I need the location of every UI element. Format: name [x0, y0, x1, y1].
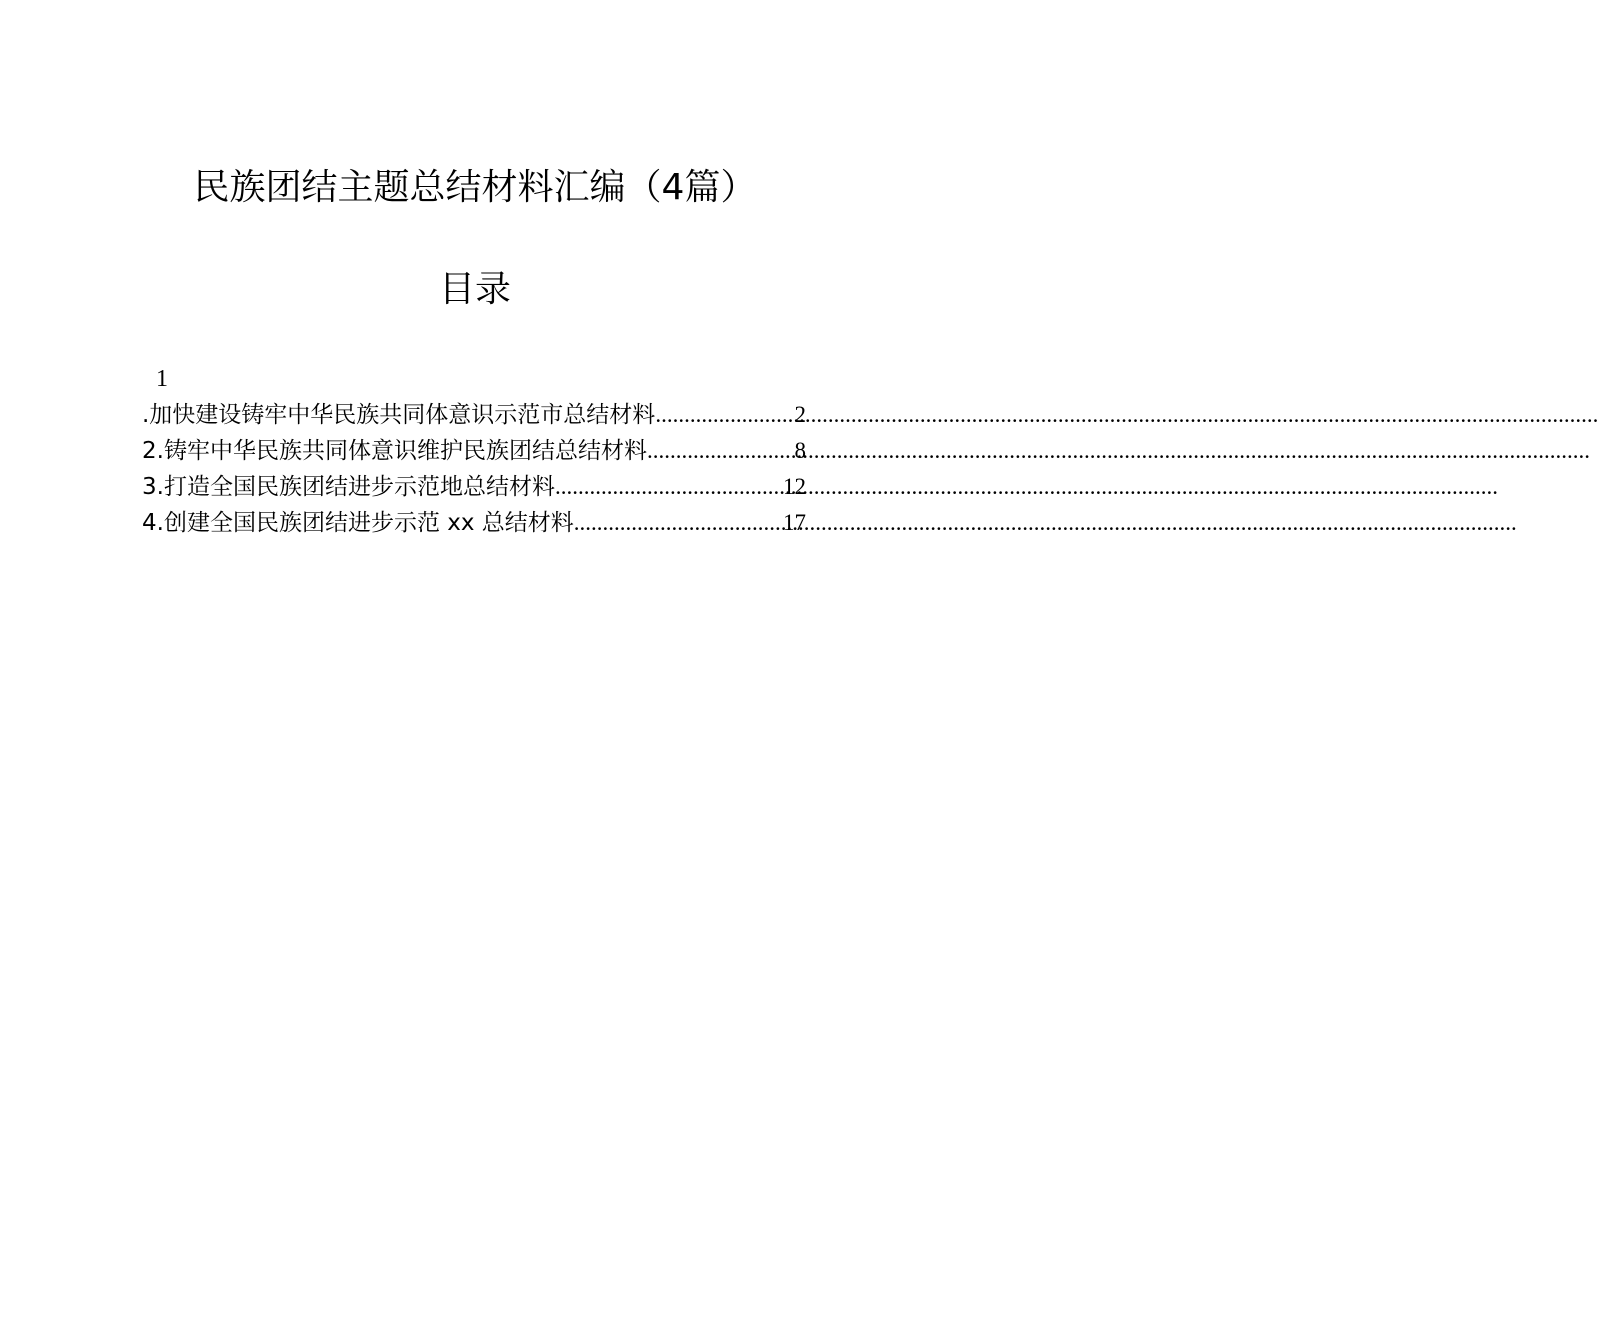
toc-dot-leader	[647, 433, 795, 469]
toc-entry-2[interactable]	[142, 433, 806, 469]
toc-entry-3[interactable]	[142, 469, 806, 505]
toc-dot-leader	[574, 505, 783, 541]
toc-entry-label: 3.打造全国民族团结进步示范地总结材料	[142, 474, 555, 500]
toc-entry-page: 2	[794, 402, 806, 427]
toc-entry-page: 17	[783, 510, 806, 535]
toc-entry-page: 8	[794, 438, 806, 463]
toc-entry-4[interactable]	[142, 505, 806, 541]
toc-entry-1[interactable]	[142, 397, 806, 433]
document-title: 民族团结主题总结材料汇编（4篇）	[193, 167, 757, 208]
toc-entry-page: 12	[783, 474, 806, 499]
toc-heading: 目录	[438, 269, 511, 310]
toc-dot-leader	[555, 469, 783, 505]
toc-dot-leader	[655, 397, 794, 433]
toc-orphan-number: 1	[156, 366, 168, 392]
toc-entry-label: 4.创建全国民族团结进步示范 xx 总结材料	[142, 510, 574, 536]
table-of-contents	[142, 397, 806, 541]
toc-entry-label: 2.铸牢中华民族共同体意识维护民族团结总结材料	[142, 438, 647, 464]
toc-entry-label: .加快建设铸牢中华民族共同体意识示范市总结材料	[142, 402, 656, 428]
